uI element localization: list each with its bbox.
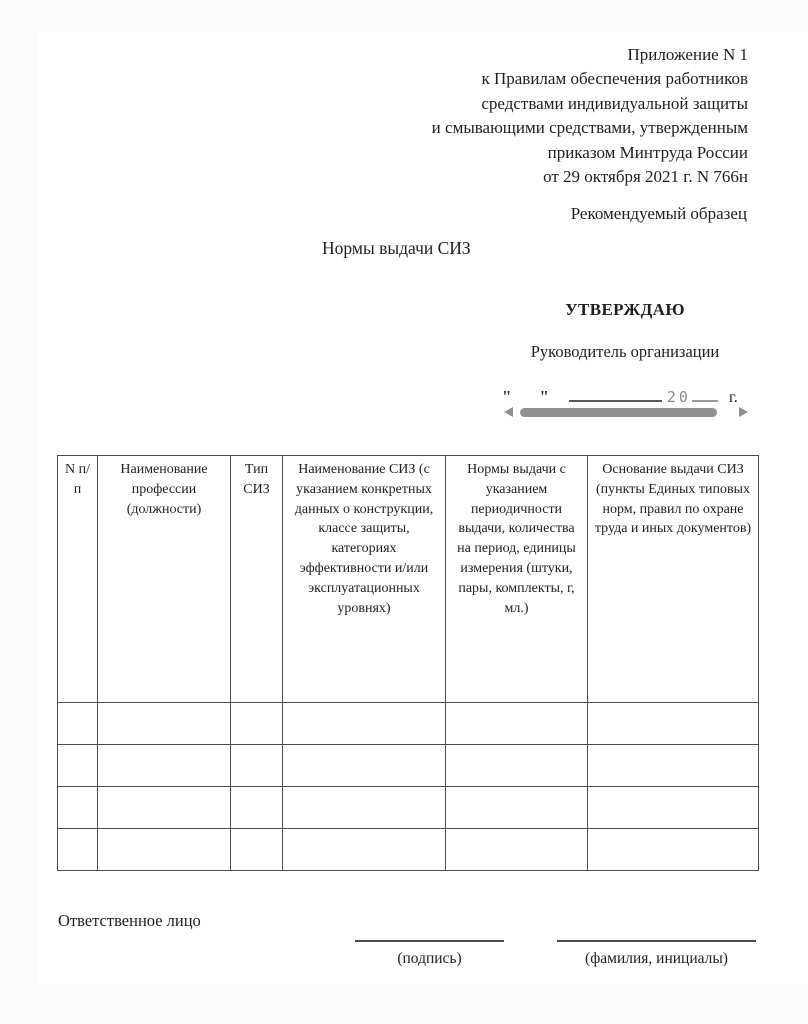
responsible-person-label: Ответственное лицо xyxy=(58,911,201,930)
signature-caption: (подпись) xyxy=(397,950,462,967)
empty-cell xyxy=(231,745,283,787)
empty-cell xyxy=(231,703,283,745)
horizontal-scrollbar[interactable] xyxy=(501,405,749,420)
scroll-left-arrow-icon[interactable] xyxy=(504,407,513,417)
empty-cell xyxy=(446,829,588,871)
ref-line: средствами индивидуальной защиты xyxy=(481,93,748,113)
signature-blank-line xyxy=(355,940,504,942)
empty-cell xyxy=(58,787,98,829)
empty-cell xyxy=(58,703,98,745)
approver-role: Руководитель организации xyxy=(530,342,720,361)
empty-cell xyxy=(446,787,588,829)
empty-cell xyxy=(588,787,759,829)
table-header xyxy=(58,456,759,703)
empty-cell xyxy=(58,829,98,871)
empty-cell xyxy=(98,787,231,829)
col-header-issue-basis: Основание выдачи СИЗ (пункты Единых типовых норм, правил по охране труда и иных документов) xyxy=(588,456,759,703)
empty-cell xyxy=(283,787,446,829)
empty-cell xyxy=(231,829,283,871)
ref-line: от 29 октября 2021 г. N 766н xyxy=(543,167,748,187)
empty-cell xyxy=(98,703,231,745)
empty-cell xyxy=(446,703,588,745)
siz-table-body xyxy=(58,703,759,871)
empty-cell xyxy=(283,703,446,745)
col-header-siz-type: Тип СИЗ xyxy=(231,456,283,703)
ref-line: и смывающими средствами, утвержденным xyxy=(431,118,748,138)
year-blank-field xyxy=(692,379,718,402)
table-row xyxy=(58,787,759,829)
year-prefix: 20 xyxy=(666,388,691,403)
year-suffix-label: г. xyxy=(728,389,738,403)
empty-cell xyxy=(283,745,446,787)
table-row xyxy=(58,829,759,871)
empty-cell xyxy=(231,787,283,829)
open-quote: " xyxy=(502,387,512,403)
empty-cell xyxy=(58,745,98,787)
col-header-number: N п/п xyxy=(58,456,98,703)
recommended-sample-label: Рекомендуемый образец xyxy=(570,204,747,223)
col-header-issue-norms: Нормы выдачи с указанием периодичности выдачи, количества на период, единицы измерения (штуки, пары, комплекты, г, мл.) xyxy=(446,456,588,703)
empty-cell xyxy=(98,745,231,787)
scrollbar-thumb[interactable] xyxy=(520,408,717,417)
table-row xyxy=(58,745,759,787)
empty-cell xyxy=(98,829,231,871)
month-blank-field xyxy=(569,379,662,402)
col-header-profession: Наименование профессии (должности) xyxy=(98,456,231,703)
close-quote: " xyxy=(539,387,549,403)
empty-cell xyxy=(446,745,588,787)
approval-date-line xyxy=(502,379,750,403)
approve-stamp: УТВЕРЖДАЮ xyxy=(565,300,685,319)
ref-line: Приложение N 1 xyxy=(627,45,748,64)
empty-cell xyxy=(588,703,759,745)
name-blank-line xyxy=(557,940,756,942)
siz-norms-table xyxy=(57,455,759,871)
empty-cell xyxy=(283,829,446,871)
scroll-right-arrow-icon[interactable] xyxy=(739,407,748,417)
ref-line: к Правилам обеспечения работников xyxy=(481,69,748,89)
col-header-siz-name: Наименование СИЗ (с указанием конкретных данных о конструкции, классе защиты, категориях эффективности и/или эксплуатационных уровнях) xyxy=(283,456,446,703)
table-row xyxy=(58,703,759,745)
name-caption: (фамилия, инициалы) xyxy=(585,950,728,967)
document-title: Нормы выдачи СИЗ xyxy=(322,238,471,258)
empty-cell xyxy=(588,829,759,871)
empty-cell xyxy=(588,745,759,787)
appendix-reference-block xyxy=(432,43,748,189)
ref-line: приказом Минтруда России xyxy=(547,142,748,162)
